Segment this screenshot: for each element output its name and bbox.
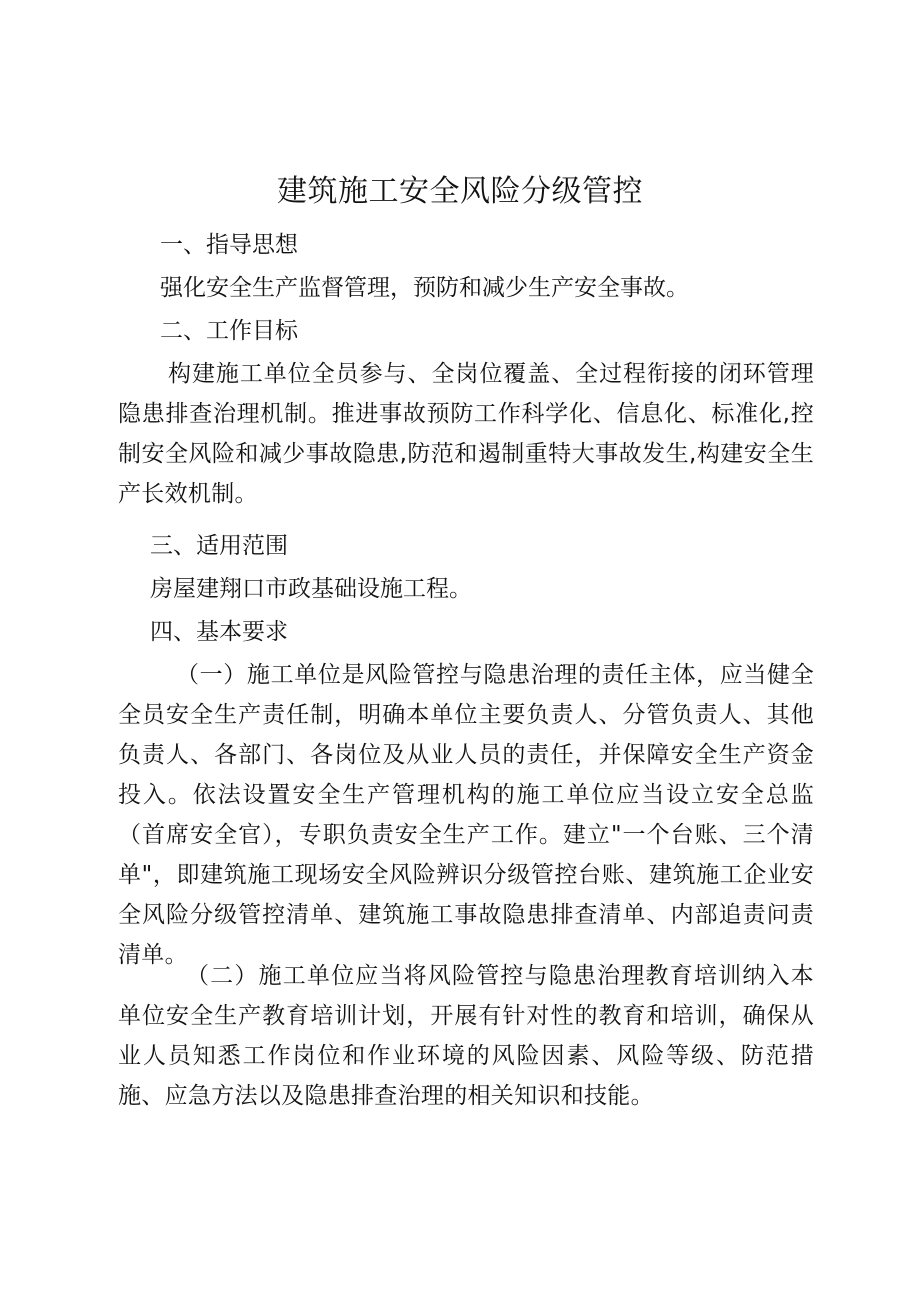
requirement-paragraph-2: （二）施工单位应当将风险管控与隐患治理教育培训纳入本单位安全生产教育培训计划，开展有针对性的教育和培训，确保从业人员知悉工作岗位和作业环境的风险因素、风险等级、防范措施、应急方法以及隐患排查治理的相关知识和技能。 (118, 963, 814, 1109)
section-heading-work-goals: 二、工作目标 (160, 318, 298, 344)
requirement-paragraph-1: （一）施工单位是风险管控与隐患治理的责任主体，应当健全全员安全生产责任制，明确本单位主要负责人、分管负责人、其他负责人、各部门、各岗位及从业人员的责任，并保障安全生产资金投入。依法设置安全生产管理机构的施工单位应当设立安全总监（首席安全官），专职负责安全生产工作。建立"一个台账、三个清单"，即建筑施工现场安全风险辨识分级管控台账、建筑施工企业安全风险分级管控清单、建筑施工事故隐患排查清单、内部追责问责清单。 (118, 662, 814, 968)
document-title: 建筑施工安全风险分级管控 (277, 174, 643, 209)
section-body-guiding-ideology: 强化安全生产监督管理，预防和减少生产安全事故。 (160, 275, 689, 301)
section-heading-scope: 三、适用范围 (150, 533, 288, 559)
section-heading-basic-requirements: 四、基本要求 (150, 619, 288, 645)
section-body-scope: 房屋建翔口市政基础设施工程。 (150, 576, 472, 602)
section-body-work-goals: 构建施工单位全员参与、全岗位覆盖、全过程衔接的闭环管理隐患排查治理机制。推进事故预防工作科学化、信息化、标准化,控制安全风险和减少事故隐患,防范和遏制重特大事故发生,构建安全生产长效机制。 (118, 361, 814, 507)
section-heading-guiding-ideology: 一、指导思想 (160, 232, 298, 258)
